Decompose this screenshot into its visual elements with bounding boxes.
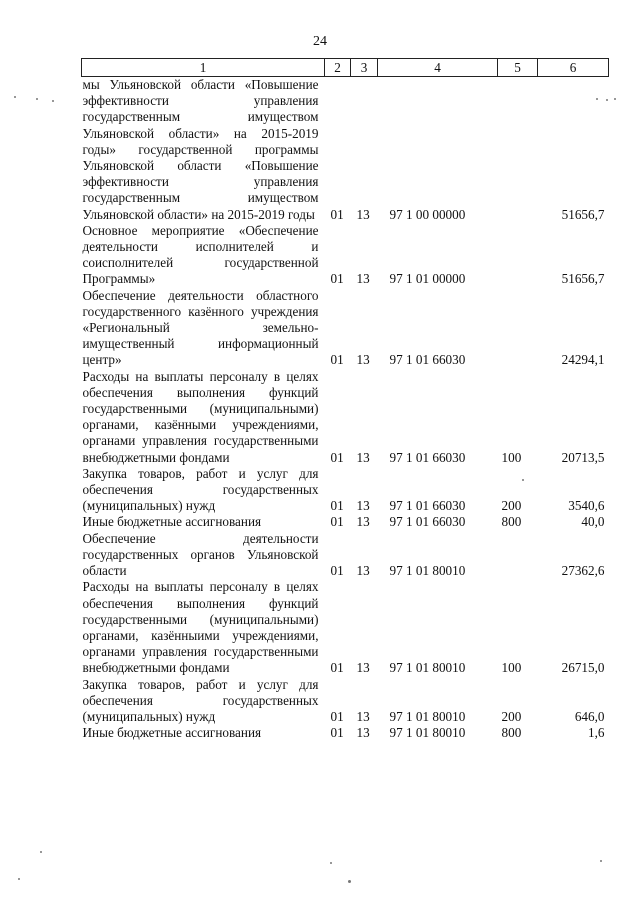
scan-speck xyxy=(596,98,598,100)
scan-speck xyxy=(18,878,20,880)
row-name: Иные бюджетные ассигнования xyxy=(82,725,262,741)
table-row xyxy=(82,223,609,288)
row-section: 01 xyxy=(330,708,344,724)
scan-speck xyxy=(348,880,351,883)
row-subsection: 13 xyxy=(356,206,370,222)
row-target-code: 97 1 00 00000 xyxy=(389,206,466,222)
header-col-1: 1 xyxy=(82,59,325,77)
row-amount: 646,0 xyxy=(574,708,605,724)
row-amount: 27362,6 xyxy=(561,563,605,579)
scan-speck xyxy=(14,96,16,98)
row-subsection: 13 xyxy=(356,660,370,676)
scan-speck xyxy=(606,99,608,101)
row-expense-type xyxy=(498,223,538,288)
header-col-5: 5 xyxy=(498,59,538,77)
row-name: Закупка товаров, работ и услуг для обеспечения государственных (муниципальных) нужд xyxy=(82,676,319,724)
table-row xyxy=(82,77,609,223)
scan-speck xyxy=(36,98,38,100)
table-row xyxy=(82,369,609,466)
row-expense-type: 200 xyxy=(501,498,522,514)
row-name: Закупка товаров, работ и услуг для обеспечения государственных (муниципальных) нужд xyxy=(82,465,319,514)
row-section: 01 xyxy=(330,514,344,530)
table-row xyxy=(82,288,609,369)
row-expense-type: 100 xyxy=(501,449,522,465)
row-name: мы Ульяновской области «Повышение эффективности управления государственным имуществом Ульяновской области» на 2015-2019 годы» государственной программы Ульяновской области «Повышение эффективности управления государственным имуществом Ульяновской области» на 2015-2019 годы xyxy=(82,77,319,222)
row-subsection: 13 xyxy=(356,563,370,579)
row-target-code: 97 1 01 66030 xyxy=(389,514,466,530)
row-target-code: 97 1 01 80010 xyxy=(389,725,466,741)
table-row xyxy=(82,531,609,580)
row-name: Расходы на выплаты персоналу в целях обеспечения выполнения функций государственными (муниципальными) органами, казёнными учреждениями, органами управления государственными внебюджетными фондами xyxy=(82,368,319,465)
table-row xyxy=(82,579,609,676)
row-expense-type: 800 xyxy=(501,514,522,530)
row-target-code: 97 1 01 80010 xyxy=(389,660,466,676)
row-section: 01 xyxy=(330,271,344,287)
row-target-code: 97 1 01 66030 xyxy=(389,352,466,368)
row-section: 01 xyxy=(330,498,344,514)
row-section: 01 xyxy=(330,660,344,676)
row-section: 01 xyxy=(330,352,344,368)
scan-speck xyxy=(330,862,332,864)
row-subsection: 13 xyxy=(356,352,370,368)
row-amount: 3540,6 xyxy=(568,498,605,514)
header-col-2: 2 xyxy=(325,59,351,77)
row-amount: 20713,5 xyxy=(561,449,605,465)
row-section: 01 xyxy=(330,449,344,465)
row-expense-type: 800 xyxy=(501,725,522,741)
row-name: Расходы на выплаты персоналу в целях обеспечения выполнения функций государственными (муниципальными) органами, казённыими учреждениями, органами управления государственными внебюджетными фондами xyxy=(82,579,319,676)
row-amount: 24294,1 xyxy=(561,352,605,368)
row-target-code: 97 1 01 66030 xyxy=(389,498,466,514)
scan-speck xyxy=(52,100,54,102)
row-expense-type xyxy=(498,77,538,223)
row-subsection: 13 xyxy=(356,725,370,741)
row-expense-type: 100 xyxy=(501,660,522,676)
row-name: Основное мероприятие «Обеспечение деятельности исполнителей и соисполнителей государственной Программы» xyxy=(82,222,319,287)
scan-speck xyxy=(522,479,524,481)
row-name: Обеспечение деятельности государственных органов Ульяновской области xyxy=(82,530,319,579)
row-expense-type xyxy=(498,288,538,369)
row-section: 01 xyxy=(330,563,344,579)
table-row xyxy=(82,725,609,741)
row-target-code: 97 1 01 80010 xyxy=(389,708,466,724)
table-header-row xyxy=(82,59,609,77)
budget-table xyxy=(81,58,609,741)
table-body xyxy=(82,77,609,742)
header-col-6: 6 xyxy=(538,59,609,77)
row-expense-type: 200 xyxy=(501,708,522,724)
table-row xyxy=(82,514,609,530)
scan-speck xyxy=(600,860,602,862)
row-section: 01 xyxy=(330,206,344,222)
row-amount: 1,6 xyxy=(588,725,605,741)
scan-speck xyxy=(614,98,616,100)
row-subsection: 13 xyxy=(356,708,370,724)
row-section: 01 xyxy=(330,725,344,741)
row-amount: 26715,0 xyxy=(561,660,605,676)
row-name: Обеспечение деятельности областного государственного казённого учреждения «Региональный земельно-имущественный информационный центр» xyxy=(82,287,319,368)
row-name: Иные бюджетные ассигнования xyxy=(82,514,262,530)
row-subsection: 13 xyxy=(356,498,370,514)
row-subsection: 13 xyxy=(356,271,370,287)
header-col-4: 4 xyxy=(378,59,498,77)
row-amount: 51656,7 xyxy=(561,206,605,222)
row-target-code: 97 1 01 80010 xyxy=(389,563,466,579)
row-subsection: 13 xyxy=(356,514,370,530)
row-target-code: 97 1 01 00000 xyxy=(389,271,466,287)
row-target-code: 97 1 01 66030 xyxy=(389,449,466,465)
row-amount: 40,0 xyxy=(581,514,605,530)
row-expense-type xyxy=(498,531,538,580)
scan-speck xyxy=(40,851,42,853)
table-row xyxy=(82,466,609,515)
row-amount: 51656,7 xyxy=(561,271,605,287)
table-row xyxy=(82,677,609,726)
page-number: 24 xyxy=(313,34,327,49)
row-subsection: 13 xyxy=(356,449,370,465)
header-col-3: 3 xyxy=(351,59,378,77)
